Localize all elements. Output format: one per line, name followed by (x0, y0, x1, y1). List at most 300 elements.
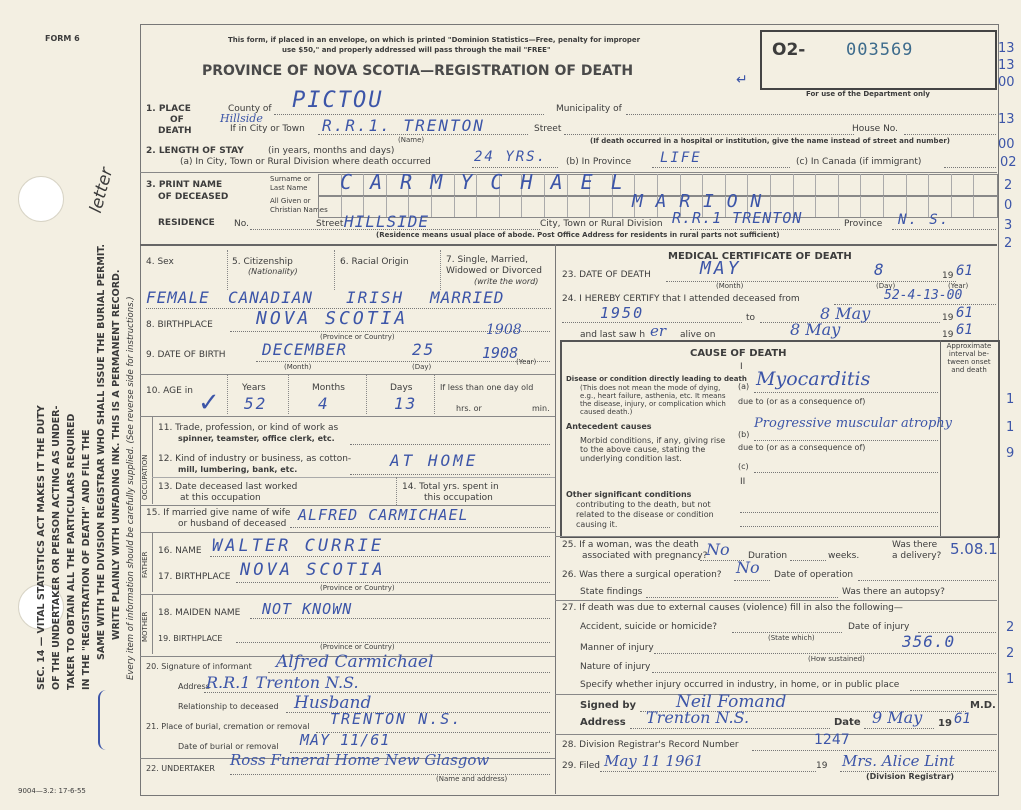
last-worked-label: 13. Date deceased last worked (158, 482, 298, 492)
surname-value: C A R M Y C H A E L (340, 170, 626, 194)
nature-line (652, 672, 996, 673)
industry-label: 12. Kind of industry or business, as cotton- (158, 454, 352, 464)
mother-value: NOT KNOWN (262, 600, 353, 618)
industry-label: mill, lumbering, bank, etc. (178, 465, 298, 474)
cause-b-value: Progressive muscular atrophy (754, 416, 953, 431)
house-no-label: House No. (852, 124, 899, 134)
stay-a-value: 24 YRS. (474, 149, 548, 165)
disease-note: (This does not mean the mode of dying, e.g., heart failure, asthenia, etc. It means the disease, injury, or complication which caused death.) (580, 384, 726, 416)
ink-mark: ↵ (736, 72, 748, 88)
margin-code: 13 (998, 58, 1015, 73)
stay-b-value: LIFE (660, 150, 702, 166)
divider (140, 594, 555, 595)
side-notice-line: SAME WITH THE DIVISION REGISTRAR WHO SHALL ISSUE THE BURIAL PERMIT. (96, 243, 107, 660)
filed-label: 29. Filed (562, 761, 600, 771)
how-caption: (How sustained) (808, 655, 865, 663)
given-value: M A R I O N (632, 191, 763, 212)
sign-year: 61 (954, 711, 971, 727)
letter-box-divider (838, 196, 839, 217)
occupation-bracket (152, 416, 153, 504)
delivery-label: a delivery? (892, 551, 942, 561)
stay-a-line (472, 167, 558, 168)
punch-hole (18, 176, 64, 222)
last-worked-label: at this occupation (180, 493, 261, 503)
physician-signature: Neil Fomand (676, 692, 787, 712)
stay-c-line (944, 167, 996, 168)
letter-box-divider (860, 196, 861, 217)
surgery-value: No (736, 558, 760, 577)
specify-line (910, 690, 996, 691)
filed-line (600, 771, 816, 772)
letter-box-divider (951, 174, 952, 195)
divider (555, 536, 997, 537)
specify-label: Specify whether injury occurred in industry, in home, or in public place (580, 680, 900, 690)
father-tag: FATHER (141, 551, 149, 578)
months-label: Months (312, 383, 345, 393)
margin-code: 0 (1004, 198, 1013, 213)
margin-code: 2 (1004, 178, 1013, 193)
margin-code: 2 (1006, 646, 1015, 661)
letter-box-divider (951, 196, 952, 217)
dob-year-value: 1908 (482, 344, 519, 362)
surgery-line (734, 580, 770, 581)
cell-divider (288, 374, 289, 414)
maiden-line (250, 618, 550, 619)
death-year-value: 61 (956, 263, 973, 279)
letter-box-divider (793, 174, 794, 195)
last-saw-value: er (650, 322, 667, 340)
antecedent-label: Antecedent causes (566, 422, 652, 431)
form-number: FORM 6 (45, 34, 80, 43)
province-caption: (Province or Country) (320, 643, 395, 651)
citizenship-label: 5. Citizenship (232, 257, 293, 267)
due-to-label: due to (or as a consequence of) (738, 397, 866, 406)
age-check: ✓ (198, 388, 220, 418)
letter-box-divider (589, 196, 590, 217)
due-to-label: due to (or as a consequence of) (738, 443, 866, 452)
letter-box-divider (883, 196, 884, 217)
findings-label: State findings (580, 587, 643, 597)
death-date-line (666, 281, 956, 282)
father-birthplace-label: 17. BIRTHPLACE (158, 572, 231, 582)
relationship-label: Relationship to deceased (178, 702, 279, 711)
delivery-code: 5.08.1 (950, 540, 998, 558)
trade-label: 11. Trade, profession, or kind of work as (158, 423, 339, 433)
letter-box-divider (815, 174, 816, 195)
residence-value: HILLSIDE (344, 212, 430, 231)
month-caption: (Month) (716, 282, 744, 290)
operation-date-label: Date of operation (774, 570, 854, 580)
surgery-label: 26. Was there a surgical operation? (562, 570, 722, 580)
cell-divider (227, 250, 228, 290)
margin-code: 3 (1004, 218, 1013, 233)
year-caption: (Year) (516, 358, 537, 366)
years-label: Years (242, 383, 266, 393)
section-label: 3. PRINT NAME (146, 180, 223, 190)
antecedent-note: Morbid conditions, if any, giving rise to the above cause, stating the underlying condition last. (580, 436, 726, 463)
part-two-label: II (740, 477, 746, 487)
margin-code: 1 (1006, 672, 1015, 687)
sign-date-line (864, 728, 934, 729)
weeks-label: weeks. (828, 551, 860, 561)
county-value: PICTOU (292, 88, 384, 113)
father-birthplace-line (236, 582, 550, 583)
surname-label: Last Name (270, 184, 308, 192)
letter-box-divider (499, 196, 500, 217)
marital-value: MARRIED (430, 288, 505, 307)
letter-box-divider (476, 196, 477, 217)
side-notice-line: WRITE PLAINLY WITH UNFADING INK. THIS IS A PERMANENT RECORD. (111, 269, 122, 640)
father-birthplace-value: NOVA SCOTIA (240, 560, 386, 580)
margin-code: 00 (998, 75, 1015, 90)
res-city-line (690, 229, 840, 230)
letter-box-divider (906, 174, 907, 195)
trade-line (350, 444, 550, 445)
given-label: All Given or (270, 197, 311, 205)
day-caption: (Day) (412, 363, 432, 371)
last-saw-label: and last saw h (580, 330, 646, 340)
burial-place-value: TRENTON N.S. (330, 710, 463, 728)
section-label: OF (170, 115, 184, 125)
industry-line (350, 474, 550, 475)
stay-b-line (652, 167, 790, 168)
street-line (564, 134, 854, 135)
operation-date-line (858, 580, 996, 581)
division-registrar-caption: (Division Registrar) (866, 772, 955, 781)
res-street-label: Street (316, 219, 344, 229)
divider (140, 244, 997, 246)
section-label: 2. LENGTH OF STAY (146, 146, 244, 156)
alive-on-label: alive on (680, 330, 716, 340)
side-instruction: Every item of information should be carefully supplied. (See reverse side for instructions.) (126, 296, 136, 680)
age-label: 10. AGE in (146, 386, 193, 396)
year-caption: (Year) (948, 282, 969, 290)
birthplace-value: NOVA SCOTIA (256, 308, 409, 329)
manner-label: Manner of injury (580, 643, 654, 653)
record-number-label: 28. Division Registrar's Record Number (562, 740, 739, 750)
cause-c-line (754, 472, 938, 473)
res-province-value: N. S. (898, 212, 951, 228)
dob-label: 9. DATE OF BIRTH (146, 350, 226, 360)
undertaker-caption: (Name and address) (436, 775, 508, 783)
divider (555, 600, 997, 601)
record-number-value: 1247 (814, 732, 850, 748)
min-label: min. (532, 404, 550, 413)
registration-number-box (760, 30, 997, 90)
death-month-value: MAY (700, 258, 742, 279)
certify-label: 24. I HEREBY CERTIFY that I attended deceased from (562, 294, 800, 304)
cause-a-line (754, 392, 938, 393)
divider (140, 374, 555, 375)
side-notice-line: TAKER TO OBTAIN ALL THE PARTICULARS REQUIRED (66, 413, 77, 690)
stay-b-label: (b) In Province (566, 157, 632, 167)
day-caption: (Day) (876, 282, 896, 290)
other-conditions-note: contributing to the death, but not related to the disease or condition causing it. (576, 500, 714, 529)
record-number-line (752, 750, 996, 751)
attend-code: 52-4-13-00 (884, 288, 963, 303)
registration-number: 003569 (846, 40, 914, 60)
form-title: PROVINCE OF NOVA SCOTIA—REGISTRATION OF DEATH (202, 63, 634, 79)
manner-line (654, 653, 996, 654)
delivery-label: Was there (892, 540, 938, 550)
year-prefix: 19 (938, 718, 952, 729)
res-no-label: No. (234, 219, 249, 229)
maiden-name-label: 18. MAIDEN NAME (158, 608, 241, 618)
trade-label: spinner, teamster, office clerk, etc. (178, 434, 335, 443)
cause-b-line (754, 440, 938, 441)
dept-use-note: For use of the Department only (806, 90, 930, 98)
cause-c-tag: (c) (738, 462, 749, 471)
burial-label: 21. Place of burial, cremation or removal (146, 722, 310, 731)
cell-divider (434, 374, 435, 414)
divider (140, 532, 555, 533)
nature-label: Nature of injury (580, 662, 651, 672)
stay-a-label: (a) In City, Town or Rural Division where death occurred (180, 157, 431, 167)
burial-date-value: MAY 11/61 (300, 731, 391, 749)
hospital-note: (If death occurred in a hospital or institution, give the name instead of street and number) (590, 137, 950, 145)
municipality-line (626, 114, 996, 115)
letter-box-divider (838, 174, 839, 195)
duration-line (790, 560, 826, 561)
year-prefix: 19 (942, 330, 954, 340)
occupation-value: AT HOME (390, 451, 479, 470)
margin-code: 2 (1004, 236, 1013, 251)
findings-line (646, 597, 838, 598)
spouse-label: or husband of deceased (178, 519, 287, 529)
birthplace-label: 8. BIRTHPLACE (146, 320, 213, 330)
margin-code: 2 (1006, 620, 1015, 635)
place-value: R.R.1. TRENTON (322, 116, 485, 135)
registration-prefix: O2- (772, 40, 806, 60)
alive-year: 61 (956, 322, 973, 338)
age-months-value: 4 (318, 394, 330, 413)
side-handwriting: letter (86, 165, 118, 216)
pregnancy-value: No (706, 540, 730, 559)
date-of-death-label: 23. DATE OF DEATH (562, 270, 651, 280)
margin-code: 13 (998, 112, 1015, 127)
marital-label: 7. Single, Married, (446, 255, 528, 265)
external-label: 27. If death was due to external causes (violence) fill in also the following— (562, 603, 903, 613)
column-divider (555, 244, 556, 794)
side-notice-line: OF THE UNDERTAKER OR PERSON ACTING AS UNDER- (51, 405, 62, 690)
dob-month-value: DECEMBER (262, 340, 348, 359)
letter-box-divider (431, 196, 432, 217)
letter-box-divider (815, 196, 816, 217)
age-years-value: 52 (244, 394, 268, 413)
undertaker-value: Ross Funeral Home New Glasgow (230, 751, 490, 769)
signed-by-label: Signed by (580, 700, 637, 711)
month-caption: (Month) (284, 363, 312, 371)
letter-box-divider (973, 174, 974, 195)
mail-notice: use $50," and properly addressed will pass through the mail "FREE" (282, 46, 551, 54)
cause-a-tag: (a) (738, 382, 750, 391)
undertaker-label: 22. UNDERTAKER (146, 764, 215, 773)
pregnancy-label: associated with pregnancy? (582, 551, 708, 561)
letter-box-divider (973, 196, 974, 217)
spouse-line (290, 527, 550, 528)
divider (555, 734, 997, 735)
registrar-signature: Mrs. Alice Lint (842, 752, 955, 770)
occupation-tag: OCCUPATION (141, 454, 149, 500)
other-conditions-label: Other significant conditions (566, 490, 692, 499)
margin-code: 02 (1000, 155, 1017, 170)
res-province-line (892, 229, 996, 230)
section-label: 1. PLACE (146, 104, 191, 114)
duration-label: Duration (748, 551, 788, 561)
medical-certificate-title: MEDICAL CERTIFICATE OF DEATH (668, 251, 852, 262)
spouse-value: ALFRED CARMICHAEL (298, 506, 469, 524)
filed-value: May 11 1961 (604, 752, 704, 770)
to-label: to (746, 313, 756, 323)
letter-box-divider (454, 196, 455, 217)
county-line (274, 114, 544, 115)
informant-address: R.R.1 Trenton N.S. (206, 673, 359, 692)
footer-code: 9004—3.2: 17-6-55 (18, 787, 86, 795)
hrs-label: hrs. or (456, 404, 482, 413)
cell-divider (366, 374, 367, 414)
house-line (904, 134, 996, 135)
cause-a-value: Myocarditis (756, 368, 871, 390)
attend-to-year: 61 (956, 305, 973, 321)
less-day-label: If less than one day old (440, 383, 534, 392)
injury-date-label: Date of injury (848, 622, 910, 632)
cause-b-tag: (b) (738, 430, 750, 439)
residence-note: (Residence means usual place of abode. Post Office Address for residents in rural parts not sufficient) (376, 231, 780, 239)
letter-box-divider (883, 174, 884, 195)
margin-code: 00 (998, 137, 1015, 152)
total-years-label: this occupation (424, 493, 493, 503)
marital-label: Widowed or Divorced (446, 266, 542, 276)
total-years-label: 14. Total yrs. spent in (402, 482, 499, 492)
address-b-label: Address (580, 717, 626, 728)
accident-label: Accident, suicide or homicide? (580, 622, 718, 632)
letter-box-divider (567, 196, 568, 217)
cause-of-death-title: CAUSE OF DEATH (690, 348, 787, 359)
letter-box-divider (544, 196, 545, 217)
father-line (210, 556, 550, 557)
md-label: M.D. (970, 700, 996, 711)
marital-caption: (write the word) (474, 277, 539, 286)
racial-value: IRISH (346, 288, 405, 307)
place-hillside: Hillside (220, 112, 263, 125)
city-town-label: If in City or Town (230, 124, 305, 134)
death-day-value: 8 (874, 260, 886, 279)
birth-year-note: 1908 (486, 322, 522, 338)
county-label: County of (228, 104, 272, 114)
attend-from-value: 1950 (600, 304, 645, 322)
ink-stroke (98, 690, 114, 750)
side-notice-line: IN THE "REGISTRATION OF DEATH" AND FILE THE (81, 429, 92, 690)
mother-bracket (152, 594, 153, 654)
section-label: OF DECEASED (158, 192, 229, 202)
year-prefix: 19 (942, 271, 954, 281)
sex-label: 4. Sex (146, 257, 174, 267)
letter-box-divider (928, 174, 929, 195)
mother-birthplace-label: 19. BIRTHPLACE (158, 634, 223, 643)
cell-divider (334, 250, 335, 290)
res-province-label: Province (844, 219, 883, 229)
racial-label: 6. Racial Origin (340, 257, 409, 267)
given-label: Christian Names (270, 206, 328, 214)
surname-label: Surname or (270, 175, 311, 183)
spouse-label: 15. If married give name of wife (146, 508, 291, 518)
margin-codes (998, 40, 1020, 91)
letter-box-divider (860, 174, 861, 195)
alive-on-value: 8 May (790, 320, 841, 339)
divider (152, 477, 555, 478)
stay-c-label: (c) In Canada (if immigrant) (796, 157, 922, 167)
father-value: WALTER CURRIE (212, 536, 385, 556)
injury-code: 356.0 (902, 632, 956, 651)
pregnancy-label: 25. If a woman, was the death (562, 540, 699, 550)
province-caption: (Province or Country) (320, 333, 395, 341)
accident-line (732, 632, 842, 633)
days-label: Days (390, 383, 413, 393)
autopsy-label: Was there an autopsy? (842, 587, 945, 597)
res-city-value: R.R.1 TRENTON (672, 209, 803, 227)
age-days-value: 13 (394, 394, 418, 413)
informant-label: 20. Signature of informant (146, 662, 252, 671)
sex-value: FEMALE (146, 288, 210, 307)
father-name-label: 16. NAME (158, 546, 202, 556)
address-b-line (630, 728, 830, 729)
margin-code: 13 (998, 41, 1015, 56)
res-city-label: City, Town or Rural Division (540, 219, 663, 229)
sign-date-label: Date (834, 717, 861, 728)
residence-label: RESIDENCE (158, 218, 215, 228)
relationship-value: Husband (294, 693, 372, 713)
side-notice-line: SEC. 14 — VITAL STATISTICS ACT MAKES IT THE DUTY (36, 405, 47, 690)
margin-code: 1 (1006, 420, 1015, 435)
mother-tag: MOTHER (141, 611, 149, 642)
stay-note: (in years, months and days) (268, 146, 395, 156)
cell-divider (396, 477, 397, 505)
name-caption: (Name) (398, 136, 425, 144)
citizenship-caption: (Nationality) (248, 267, 298, 276)
informant-signature: Alfred Carmichael (276, 652, 434, 672)
filed-year-prefix: 19 (816, 761, 828, 771)
margin-code: 1 (1006, 392, 1015, 407)
cell-divider (227, 374, 228, 414)
disease-label: Disease or condition directly leading to death (566, 375, 747, 383)
state-which-caption: (State which) (768, 634, 815, 642)
address-label: Address (178, 682, 210, 691)
attend-to-value: 8 May (820, 304, 871, 323)
address-line (204, 692, 550, 693)
interval-header: Approximate interval be- tween onset and death (946, 342, 992, 374)
mail-notice: This form, if placed in an envelope, on which is printed "Dominion Statistics—Free, penalty for improper (228, 36, 641, 44)
section-label: DEATH (158, 126, 192, 136)
other-line (740, 526, 938, 527)
letter-box-divider (521, 196, 522, 217)
burial-date-label: Date of burial or removal (178, 742, 279, 751)
street-label: Street (534, 124, 562, 134)
letter-box-divider (770, 174, 771, 195)
year-prefix: 19 (942, 313, 954, 323)
citizenship-value: CANADIAN (228, 288, 314, 307)
cell-divider (440, 250, 441, 290)
other-line (740, 512, 938, 513)
dob-day-value: 25 (412, 340, 436, 359)
letter-box-divider (341, 196, 342, 217)
physician-address: Trenton N.S. (646, 708, 750, 727)
father-bracket (152, 532, 153, 592)
part-one-label: I (740, 362, 743, 372)
municipality-label: Municipality of (556, 104, 622, 114)
interval-column (940, 340, 941, 536)
divider (140, 416, 555, 417)
margin-code: 9 (1006, 446, 1015, 461)
